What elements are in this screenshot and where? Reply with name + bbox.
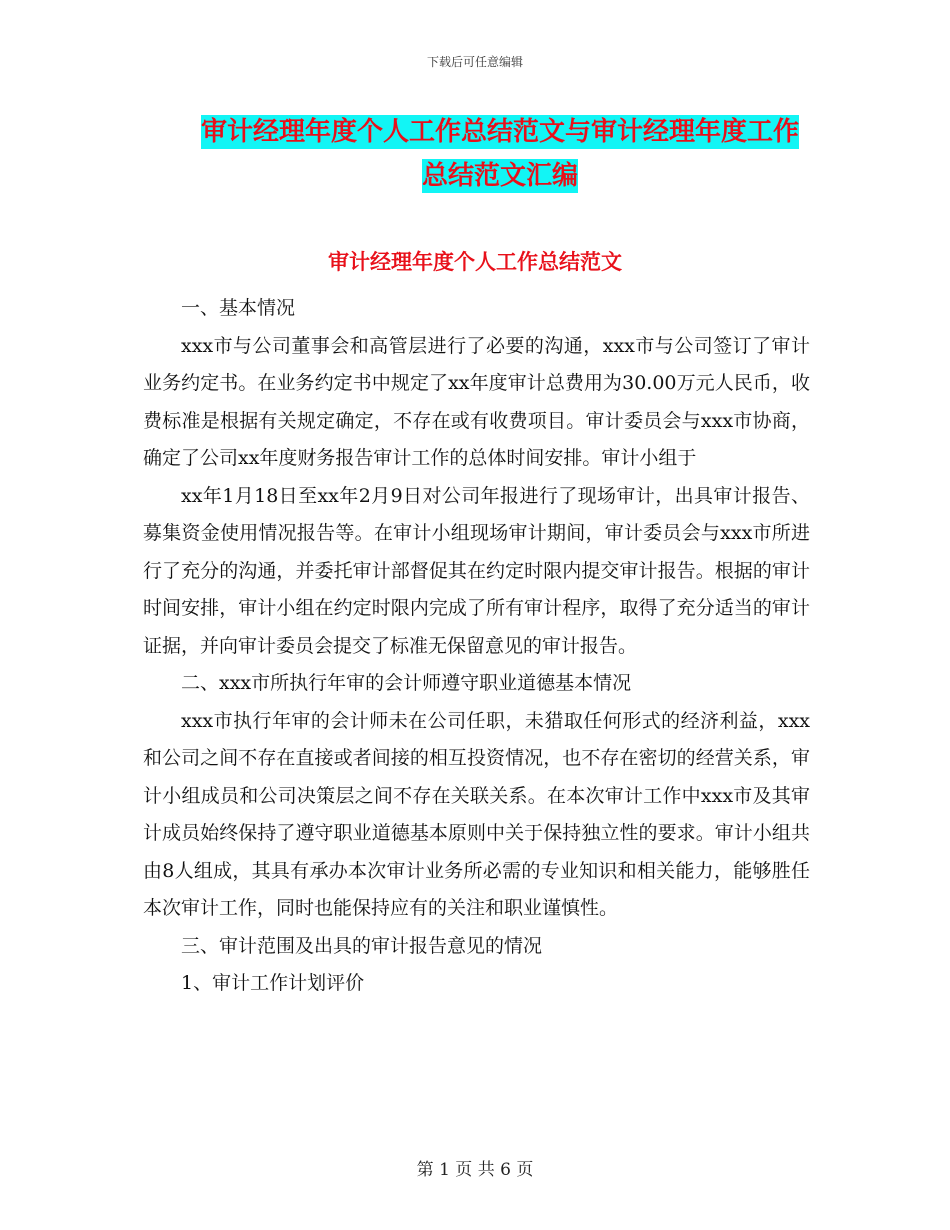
document-title-line1: 审计经理年度个人工作总结范文与审计经理年度工作 <box>200 117 799 147</box>
heading-audit-plan: 1、审计工作计划评价 <box>181 972 365 994</box>
heading-audit-scope: 三、审计范围及出具的审计报告意见的情况 <box>181 934 543 957</box>
heading-basic-info: 一、基本情况 <box>181 297 296 319</box>
document-title-line2: 总结范文汇编 <box>421 161 578 191</box>
page-footer: 第 1 页 共 6 页 <box>416 1160 534 1180</box>
header-note: 下载后可任意编辑 <box>426 55 523 69</box>
document-body <box>143 290 810 1003</box>
heading-ethics: 二、xxx市所执行年审的会计师遵守职业道德基本情况 <box>181 672 632 694</box>
paragraph: xx年1月18日至xx年2月9日对公司年报进行了现场审计，出具审计报告、募集资金使用情况报告等。在审计小组现场审计期间，审计委员会与xxx市所进行了充分的沟通，并委托审计部督促其在约定时限内提交审计报告。根据的审计时间安排，审计小组在约定时限内完成了所有审计程序，取得了充分适当的审计证据，并向审计委员会提交了标准无保留意见的审计报告。 <box>143 484 810 657</box>
section-title: 审计经理年度个人工作总结范文 <box>328 249 622 274</box>
paragraph: xxx市执行年审的会计师未在公司任职，未猎取任何形式的经济利益，xxx和公司之间不存在直接或者间接的相互投资情况，也不存在密切的经营关系，审计小组成员和公司决策层之间不存在关联关系。在本次审计工作中xxx市及其审计成员始终保持了遵守职业道德基本原则中关于保持独立性的要求。审计小组共由8人组成，其具有承办本次审计业务所必需的专业知识和相关能力，能够胜任本次审计工作，同时也能保持应有的关注和职业谨慎性。 <box>143 709 810 919</box>
document-title <box>120 110 880 198</box>
paragraph: xxx市与公司董事会和高管层进行了必要的沟通，xxx市与公司签订了审计业务约定书。在业务约定书中规定了xx年度审计总费用为30.00万元人民币，收费标准是根据有关规定确定，不存在或有收费项目。审计委员会与xxx市协商，确定了公司xx年度财务报告审计工作的总体时间安排。审计小组于 <box>143 334 810 469</box>
